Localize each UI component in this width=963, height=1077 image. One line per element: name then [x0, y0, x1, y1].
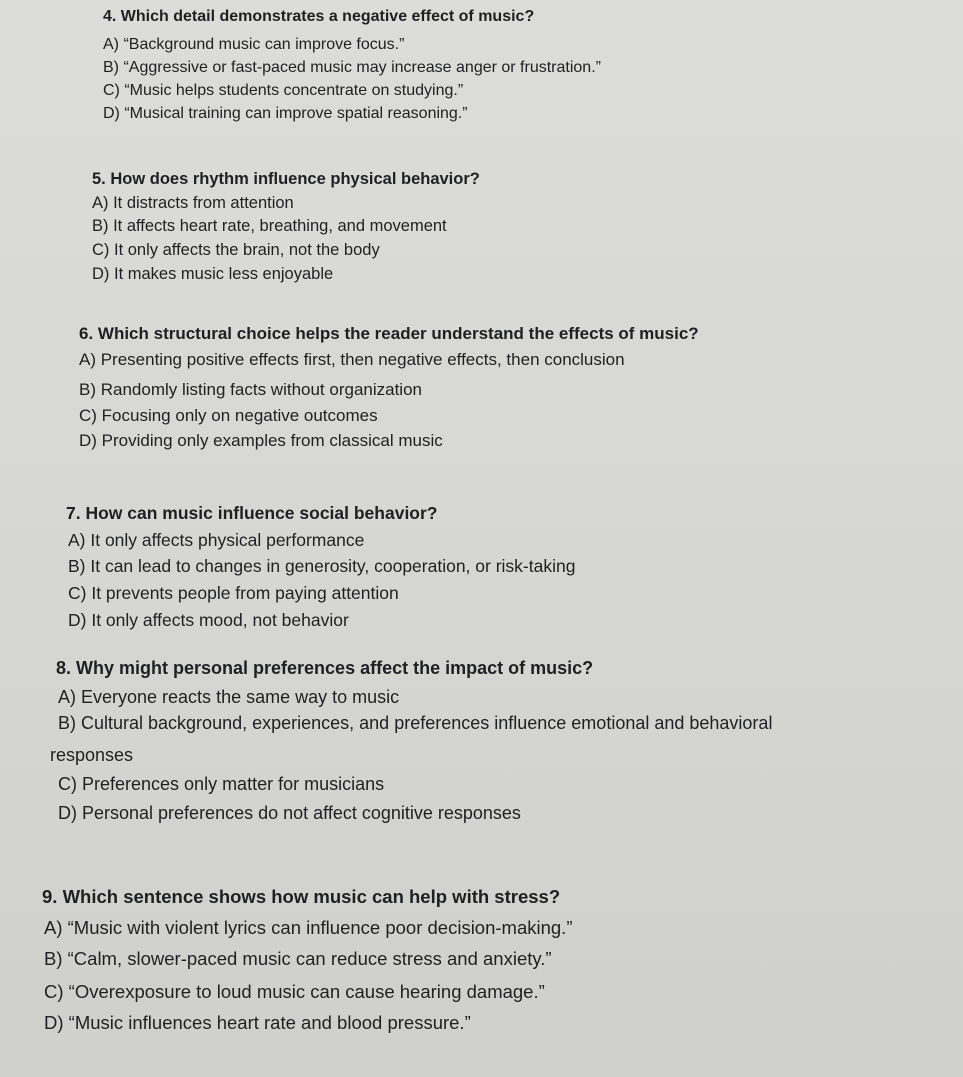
option-d: D) “Musical training can improve spatial reasoning.”	[103, 105, 468, 122]
option-b: B) “Aggressive or fast-paced music may increase anger or frustration.”	[103, 59, 601, 76]
question-title: 7. How can music influence social behavior?	[66, 503, 438, 523]
option-a: A) It distracts from attention	[92, 194, 294, 212]
option-b: B) Cultural background, experiences, and preferences influence emotional and behavioral	[58, 713, 773, 733]
option-c: C) Preferences only matter for musicians	[58, 774, 385, 794]
option-b: B) It affects heart rate, breathing, and movement	[92, 217, 447, 235]
question-title: 9. Which sentence shows how music can help with stress?	[42, 886, 561, 907]
option-a: A) Everyone reacts the same way to music	[58, 687, 400, 707]
option-a: A) It only affects physical performance	[68, 530, 365, 550]
question-title: 8. Why might personal preferences affect the impact of music?	[56, 658, 594, 678]
option-b: B) Randomly listing facts without organization	[79, 380, 422, 399]
option-c: C) “Music helps students concentrate on studying.”	[103, 82, 464, 99]
option-c: C) It prevents people from paying attention	[68, 583, 399, 603]
question-title: 6. Which structural choice helps the reader understand the effects of music?	[79, 324, 699, 343]
option-b: B) “Calm, slower-paced music can reduce stress and anxiety.”	[44, 948, 552, 969]
option-c: C) Focusing only on negative outcomes	[79, 406, 378, 425]
option-d: D) “Music influences heart rate and blood pressure.”	[44, 1012, 471, 1033]
option-c: C) “Overexposure to loud music can cause hearing damage.”	[44, 981, 545, 1002]
option-d: D) It only affects mood, not behavior	[68, 610, 349, 630]
option-a: A) Presenting positive effects first, then negative effects, then conclusion	[79, 350, 625, 369]
option-b-continuation: responses	[50, 745, 134, 765]
option-d: D) It makes music less enjoyable	[92, 265, 334, 283]
option-b: B) It can lead to changes in generosity, cooperation, or risk-taking	[68, 556, 576, 576]
question-title: 5. How does rhythm influence physical behavior?	[92, 170, 480, 188]
option-c: C) It only affects the brain, not the body	[92, 241, 380, 259]
option-d: D) Personal preferences do not affect cognitive responses	[58, 803, 521, 823]
question-title: 4. Which detail demonstrates a negative effect of music?	[103, 8, 535, 25]
option-d: D) Providing only examples from classical music	[79, 431, 443, 450]
option-a: A) “Music with violent lyrics can influence poor decision-making.”	[44, 917, 573, 938]
option-a: A) “Background music can improve focus.”	[103, 36, 405, 53]
